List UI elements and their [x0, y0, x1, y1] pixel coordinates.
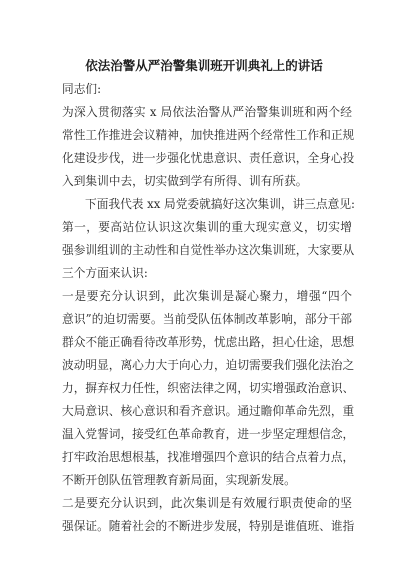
- paragraph-line: 强参训组训的主动性和自觉性举办这次集训班，大家要从: [62, 243, 355, 257]
- paragraph-line: 第一，要高站位认识这次集训的重大现实意义，切实增: [62, 220, 352, 234]
- paragraph-line: 三个方面来认识:: [62, 266, 148, 280]
- document-title: 依法治警从严治警集训班开训典礼上的讲话: [85, 58, 323, 73]
- paragraph-line: 波动明显，离心力大于向心力，迫切需要我们强化法治之: [62, 358, 355, 372]
- paragraph-line: 打牢政治思想根基，找准增强四个意识的结合点着力点，: [62, 450, 355, 464]
- paragraph-line: 温入党誓词，接受红色革命教育，进一步坚定理想信念，: [62, 427, 355, 441]
- paragraph-line: 下面我代表 xx 局党委就搞好这次集训，讲三点意见:: [85, 197, 355, 211]
- paragraph-line: 强保证。随着社会的不断进步发展，特别是谁值班、谁指: [62, 519, 355, 533]
- paragraph-line: 力，摒弃权力任性，织密法律之网，切实增强政治意识、: [62, 381, 355, 395]
- paragraph-line: 为深入贯彻落实 x 局依法治警从严治警集训班和两个经: [62, 105, 352, 119]
- paragraph-line: 群众不能正确看待改革形势，忧虑出路，担心仕途，思想: [62, 335, 355, 349]
- paragraph-line: 二是要充分认识到，此次集训是有效履行职责使命的坚: [62, 496, 352, 510]
- paragraph-line: 一是要充分认识到，此次集训是凝心聚力，增强“四个: [62, 289, 352, 303]
- paragraph-line: 常性工作推进会议精神，加快推进两个经常性工作和正规: [62, 128, 355, 142]
- paragraph-line: 化建设步伐，进一步强化忧患意识、责任意识，全身心投: [62, 151, 355, 165]
- paragraph-line: 入到集训中去，切实做到学有所得、训有所获。: [62, 174, 308, 188]
- paragraph-line: 意识”的迫切需要。当前受队伍体制改革影响，部分干部: [62, 312, 352, 326]
- paragraph-line: 不断开创队伍管理教育新局面，实现新发展。: [62, 473, 296, 487]
- salutation-line: 同志们:: [62, 82, 102, 96]
- paragraph-line: 大局意识、核心意识和看齐意识。通过瞻仰革命先烈，重: [62, 404, 355, 418]
